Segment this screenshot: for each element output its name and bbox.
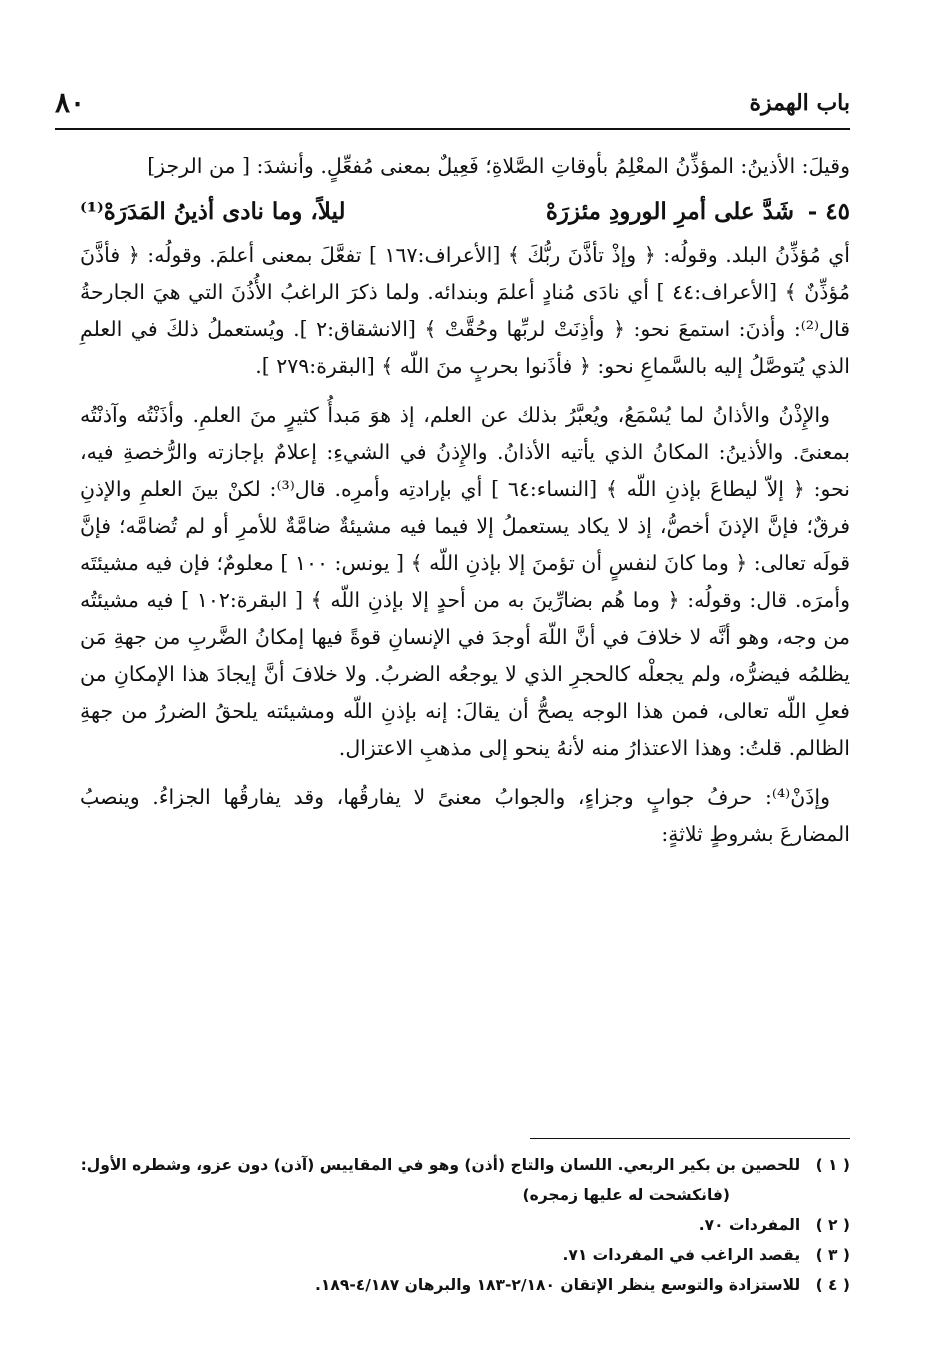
footnote-1-continued — [80, 1180, 850, 1210]
poem-verse — [80, 189, 850, 237]
page-number: ٨٠ — [55, 86, 86, 119]
footnote-number: ( ١ ) — [815, 1156, 850, 1174]
footnote-4 — [80, 1270, 850, 1300]
footnote-number: ( ٣ ) — [815, 1246, 850, 1264]
verse-number: ٤٥ - — [807, 198, 850, 225]
header-rule — [55, 128, 850, 130]
paragraph-2: أي مُؤذِّنُ البلد. وقولُه: ﴿ وإذْ تأذَّنَ ربُّكَ ﴾ [الأعراف:١٦٧ ] تفعَّلَ بمعنى أعلمَ. وقولُه: ﴿ فأذَّنَ مُؤذِّنٌ ﴾ [الأعراف:٤٤ ] أي نادَى مُنادٍ أعلمَ وبندائه. ولما ذكرَ الراغبُ الأُذُنَ التي هيَ الجارحةُ قال⁽²⁾: وأذنَ: استمعَ نحو: ﴿ وأذِنَتْ لربِّها وحُقَّتْ ﴾ [الانشقاق:٢ ]. ويُستعملُ ذلكَ في العلمِ الذي يُتوصَّلُ إليه بالسَّماعِ نحو: ﴿ فأذَنوا بحربٍ منَ اللّه ﴾ [البقرة:٢٧٩ ]. — [80, 243, 850, 378]
footnote-number: ( ٢ ) — [815, 1216, 850, 1234]
footnote-text: المفردات ٧٠. — [698, 1216, 801, 1234]
paragraph-4: وإذَنْ⁽⁴⁾: حرفُ جوابٍ وجزاءٍ، والجوابُ معنىً لا يفارقُها، وقد يفارقُها الجزاءُ. وينصبُ المضارعَ بشروطٍ ثلاثةٍ: — [80, 785, 850, 846]
main-text — [80, 148, 850, 853]
footnote-text: للحصين بن بكير الربعي. اللسان والتاج (أذن) وهو في المقاييس (آذن) دون عزو، وشطره الأول: — [80, 1156, 801, 1174]
footnote-text: للاستزادة والتوسع ينظر الإتقان ٢/١٨٠-١٨٣ والبرهان ٤/١٨٧-١٨٩. — [315, 1276, 801, 1294]
verse-hemistich-second: ليلاً، وما نادى أذينُ المَدَرَهْ⁽¹⁾ — [80, 198, 346, 225]
footnote-2 — [80, 1210, 850, 1240]
footnote-text: يقصد الراغب في المفردات ٧١. — [562, 1246, 801, 1264]
page-header — [55, 86, 850, 130]
paragraph-3: والإِذْنُ والأذانُ لما يُسْمَعُ، ويُعبَّرُ بذلك عن العلم، إذ هوَ مَبدأُ كثيرٍ منَ العلمِ. وأذَنْتُه وآذنْتُه بمعنىً. والأذينُ: المكانُ الذي يأتيه الأذانُ. والإِذنُ في الشيءِ: إعلامٌ بإجازته والرُّخصةِ فيه، نحو: ﴿ إلاّ ليطاعَ بإذنِ اللّه ﴾ [النساء:٦٤ ] أي بإرادتِه وأمرِه. قال⁽³⁾: لكنْ بينَ العلمِ والإذنِ فرقٌ؛ فإنَّ الإذنَ أخصُّ، إذ لا يكاد يستعملُ إلا فيما فيه مشيئةٌ ضامَّةٌ للأمرِ أو لم تُضامَّه؛ فإنَّ قولَه تعالى: ﴿ وما كانَ لنفسٍ أن تؤمنَ إلا بإذنِ اللّه ﴾ [ يونس: ١٠٠ ] معلومٌ؛ فإن فيه مشيئتَه وأمرَه. قال: وقولُه: ﴿ وما هُم بضارِّينَ به من أحدٍ إلا بإذنِ اللّه ﴾ [ البقرة:١٠٢ ] فيه مشيئتُه من وجه، وهو أنَّه لا خلافَ في أنَّ اللّهَ أوجدَ في الإنسانِ قوةً فيها إمكانُ الضَّربِ من جهةِ مَن يظلمُه فيضرُّه، ولم يجعلْه كالحجرِ الذي لا يوجعُه الضربُ. ولا خلافَ أنَّ إيجادَ هذا الإمكانِ من فعلِ اللّه تعالى، فمن هذا الوجه يصحُّ أن يقالَ: إنه بإذنِ اللّه ومشيئته يلحقُ الضررُ من جهةِ الظالم. قلتُ: وهذا الاعتذارُ منه لأنهُ ينحو إلى مذهبِ الاعتزال. — [80, 403, 851, 760]
footnote-3 — [80, 1240, 850, 1270]
footnote-1 — [80, 1150, 850, 1180]
footnote-separator — [530, 1138, 850, 1139]
footnote-text: (فانكشحت له عليها زمجره) — [522, 1186, 730, 1204]
paragraph-1: وقيلَ: الأذينُ: المؤذِّنُ المعْلِمُ بأوقاتِ الصَّلاةِ؛ فَعِيلٌ بمعنى مُفعِّلٍ. وأنشدَ: [ من الرجز] — [147, 154, 850, 178]
footnote-number: ( ٤ ) — [815, 1276, 850, 1294]
chapter-title: باب الهمزة — [749, 90, 850, 116]
footnotes — [80, 1150, 850, 1300]
verse-hemistich-first: شَدَّ على أمرِ الورودِ مئزرَهْ — [545, 198, 794, 225]
